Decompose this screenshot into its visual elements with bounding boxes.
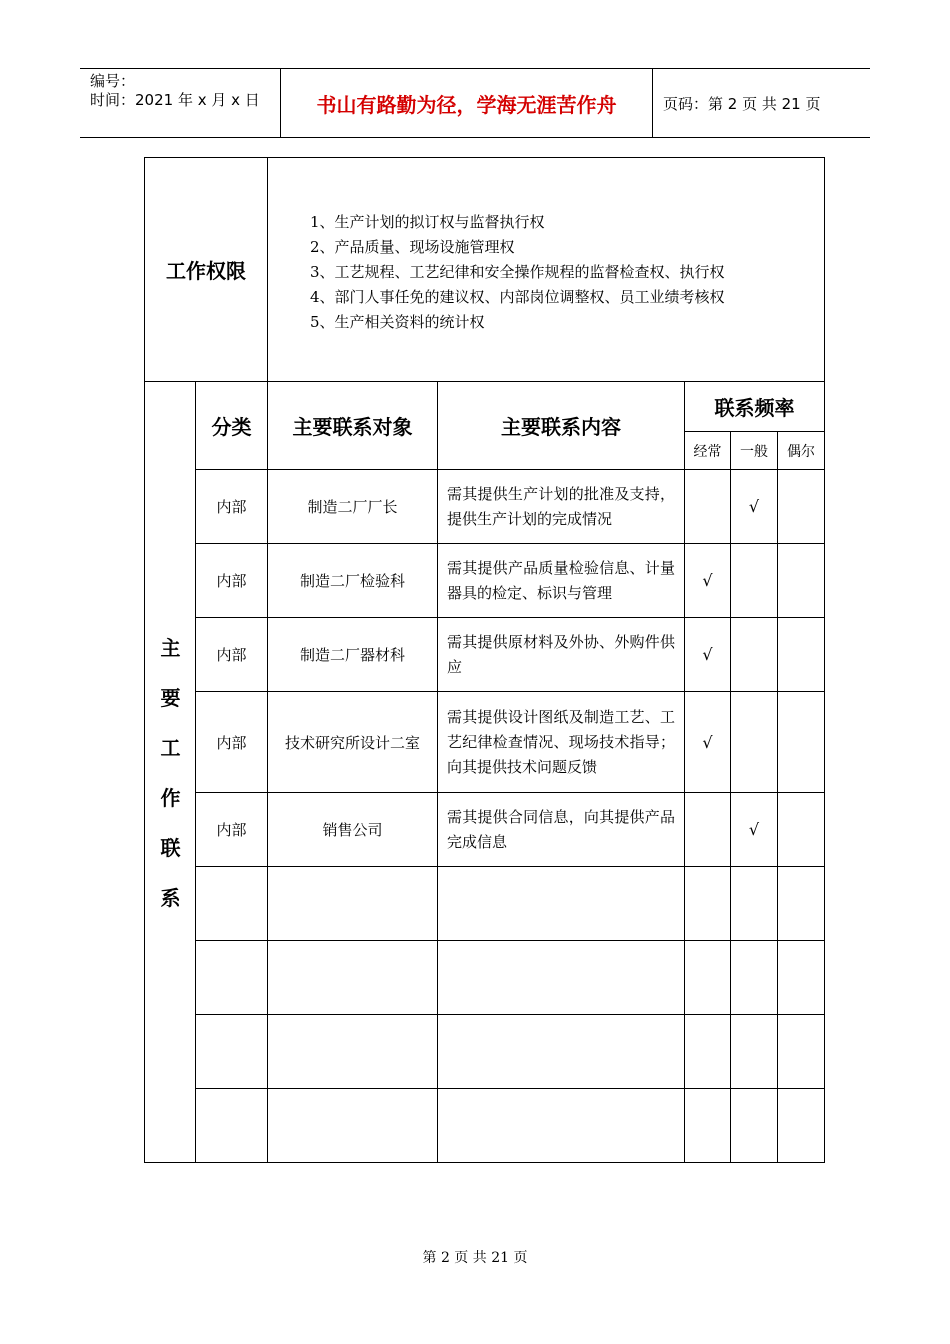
contacts-title-char: 工: [160, 735, 181, 760]
row-content: 需其提供合同信息，向其提供产品完成信息: [447, 807, 675, 851]
row-category: [196, 867, 267, 940]
row-often: √: [702, 645, 713, 664]
row-category: 内部: [216, 572, 247, 590]
row-category: 内部: [216, 733, 247, 752]
row-category: [196, 1089, 267, 1162]
row-content: [438, 1089, 684, 1162]
contacts-title: [145, 382, 196, 1163]
row-content: 需其提供原材料及外协、外购件供应: [447, 632, 675, 676]
authority-item: 3、工艺规程、工艺纪律和安全操作规程的监督检查权、执行权: [310, 263, 725, 281]
header-meta: [80, 69, 281, 137]
row-content: 需其提供产品质量检验信息、计量器具的检定、标识与管理: [447, 558, 675, 602]
row-often: [685, 793, 730, 866]
table-line: [267, 158, 268, 381]
row-normal: [731, 544, 777, 617]
row-content: [438, 867, 684, 940]
page-footer: 第 2 页 共 21 页: [422, 1250, 528, 1266]
header-category: 分类: [211, 415, 252, 439]
row-object: [268, 1089, 437, 1162]
row-content: 需其提供设计图纸及制造工艺、工艺纪律检查情况、现场技术指导；向其提供技术问题反馈: [447, 707, 675, 776]
time-label: 时间：2021 年 x 月 x 日: [90, 91, 260, 109]
row-category: [196, 1015, 267, 1088]
authority-item: 4、部门人事任免的建议权、内部岗位调整权、员工业绩考核权: [310, 288, 725, 306]
row-occasional: [778, 618, 824, 691]
page-header: [80, 68, 870, 138]
row-normal: [731, 692, 777, 792]
authority-title: 工作权限: [166, 259, 246, 283]
row-object: [268, 941, 437, 1014]
row-occasional: [778, 692, 824, 792]
row-content: [438, 941, 684, 1014]
row-content: [438, 1015, 684, 1088]
row-often: √: [702, 571, 713, 590]
row-occasional: [778, 470, 824, 543]
header-normal: 一般: [740, 443, 768, 460]
row-category: 内部: [216, 821, 247, 839]
header-motto: 书山有路勤为径，学海无涯苦作舟: [281, 69, 653, 137]
header-frequency: 联系频率: [714, 396, 795, 420]
row-normal: [731, 618, 777, 691]
row-category: 内部: [216, 646, 247, 664]
number-label: 编号：: [90, 72, 136, 90]
authority-list: [310, 210, 725, 335]
row-object: 销售公司: [322, 821, 383, 839]
contacts-title-char: 系: [160, 885, 181, 910]
row-often: [685, 470, 730, 543]
header-often: 经常: [693, 443, 722, 460]
contacts-title-char: 主: [160, 635, 181, 660]
authority-item: 2、产品质量、现场设施管理权: [310, 238, 515, 256]
header-page-info: 页码：第 2 页 共 21 页: [663, 94, 821, 113]
row-category: [196, 941, 267, 1014]
contacts-title-char: 要: [160, 685, 181, 710]
authority-item: 1、生产计划的拟订权与监督执行权: [310, 213, 545, 231]
row-category: 内部: [216, 498, 247, 516]
row-object: 制造二厂检验科: [299, 572, 405, 590]
header-object: 主要联系对象: [292, 415, 413, 439]
row-occasional: [778, 544, 824, 617]
row-content: 需其提供生产计划的批准及支持，提供生产计划的完成情况: [447, 484, 675, 528]
row-object: [268, 1015, 437, 1088]
authority-item: 5、生产相关资料的统计权: [310, 313, 485, 331]
row-normal: √: [748, 820, 760, 839]
row-object: 制造二厂厂长: [307, 498, 398, 516]
row-normal: √: [748, 497, 760, 516]
header-content: 主要联系内容: [501, 415, 621, 439]
header-occasional: 偶尔: [787, 443, 815, 460]
contacts-title-char: 作: [160, 785, 181, 810]
row-object: 制造二厂器材科: [299, 646, 405, 664]
job-table: [144, 157, 825, 1163]
row-object: [268, 867, 437, 940]
row-object: 技术研究所设计二室: [284, 733, 420, 752]
row-often: √: [702, 732, 713, 752]
contacts-title-char: 联: [160, 835, 181, 860]
row-occasional: [778, 793, 824, 866]
